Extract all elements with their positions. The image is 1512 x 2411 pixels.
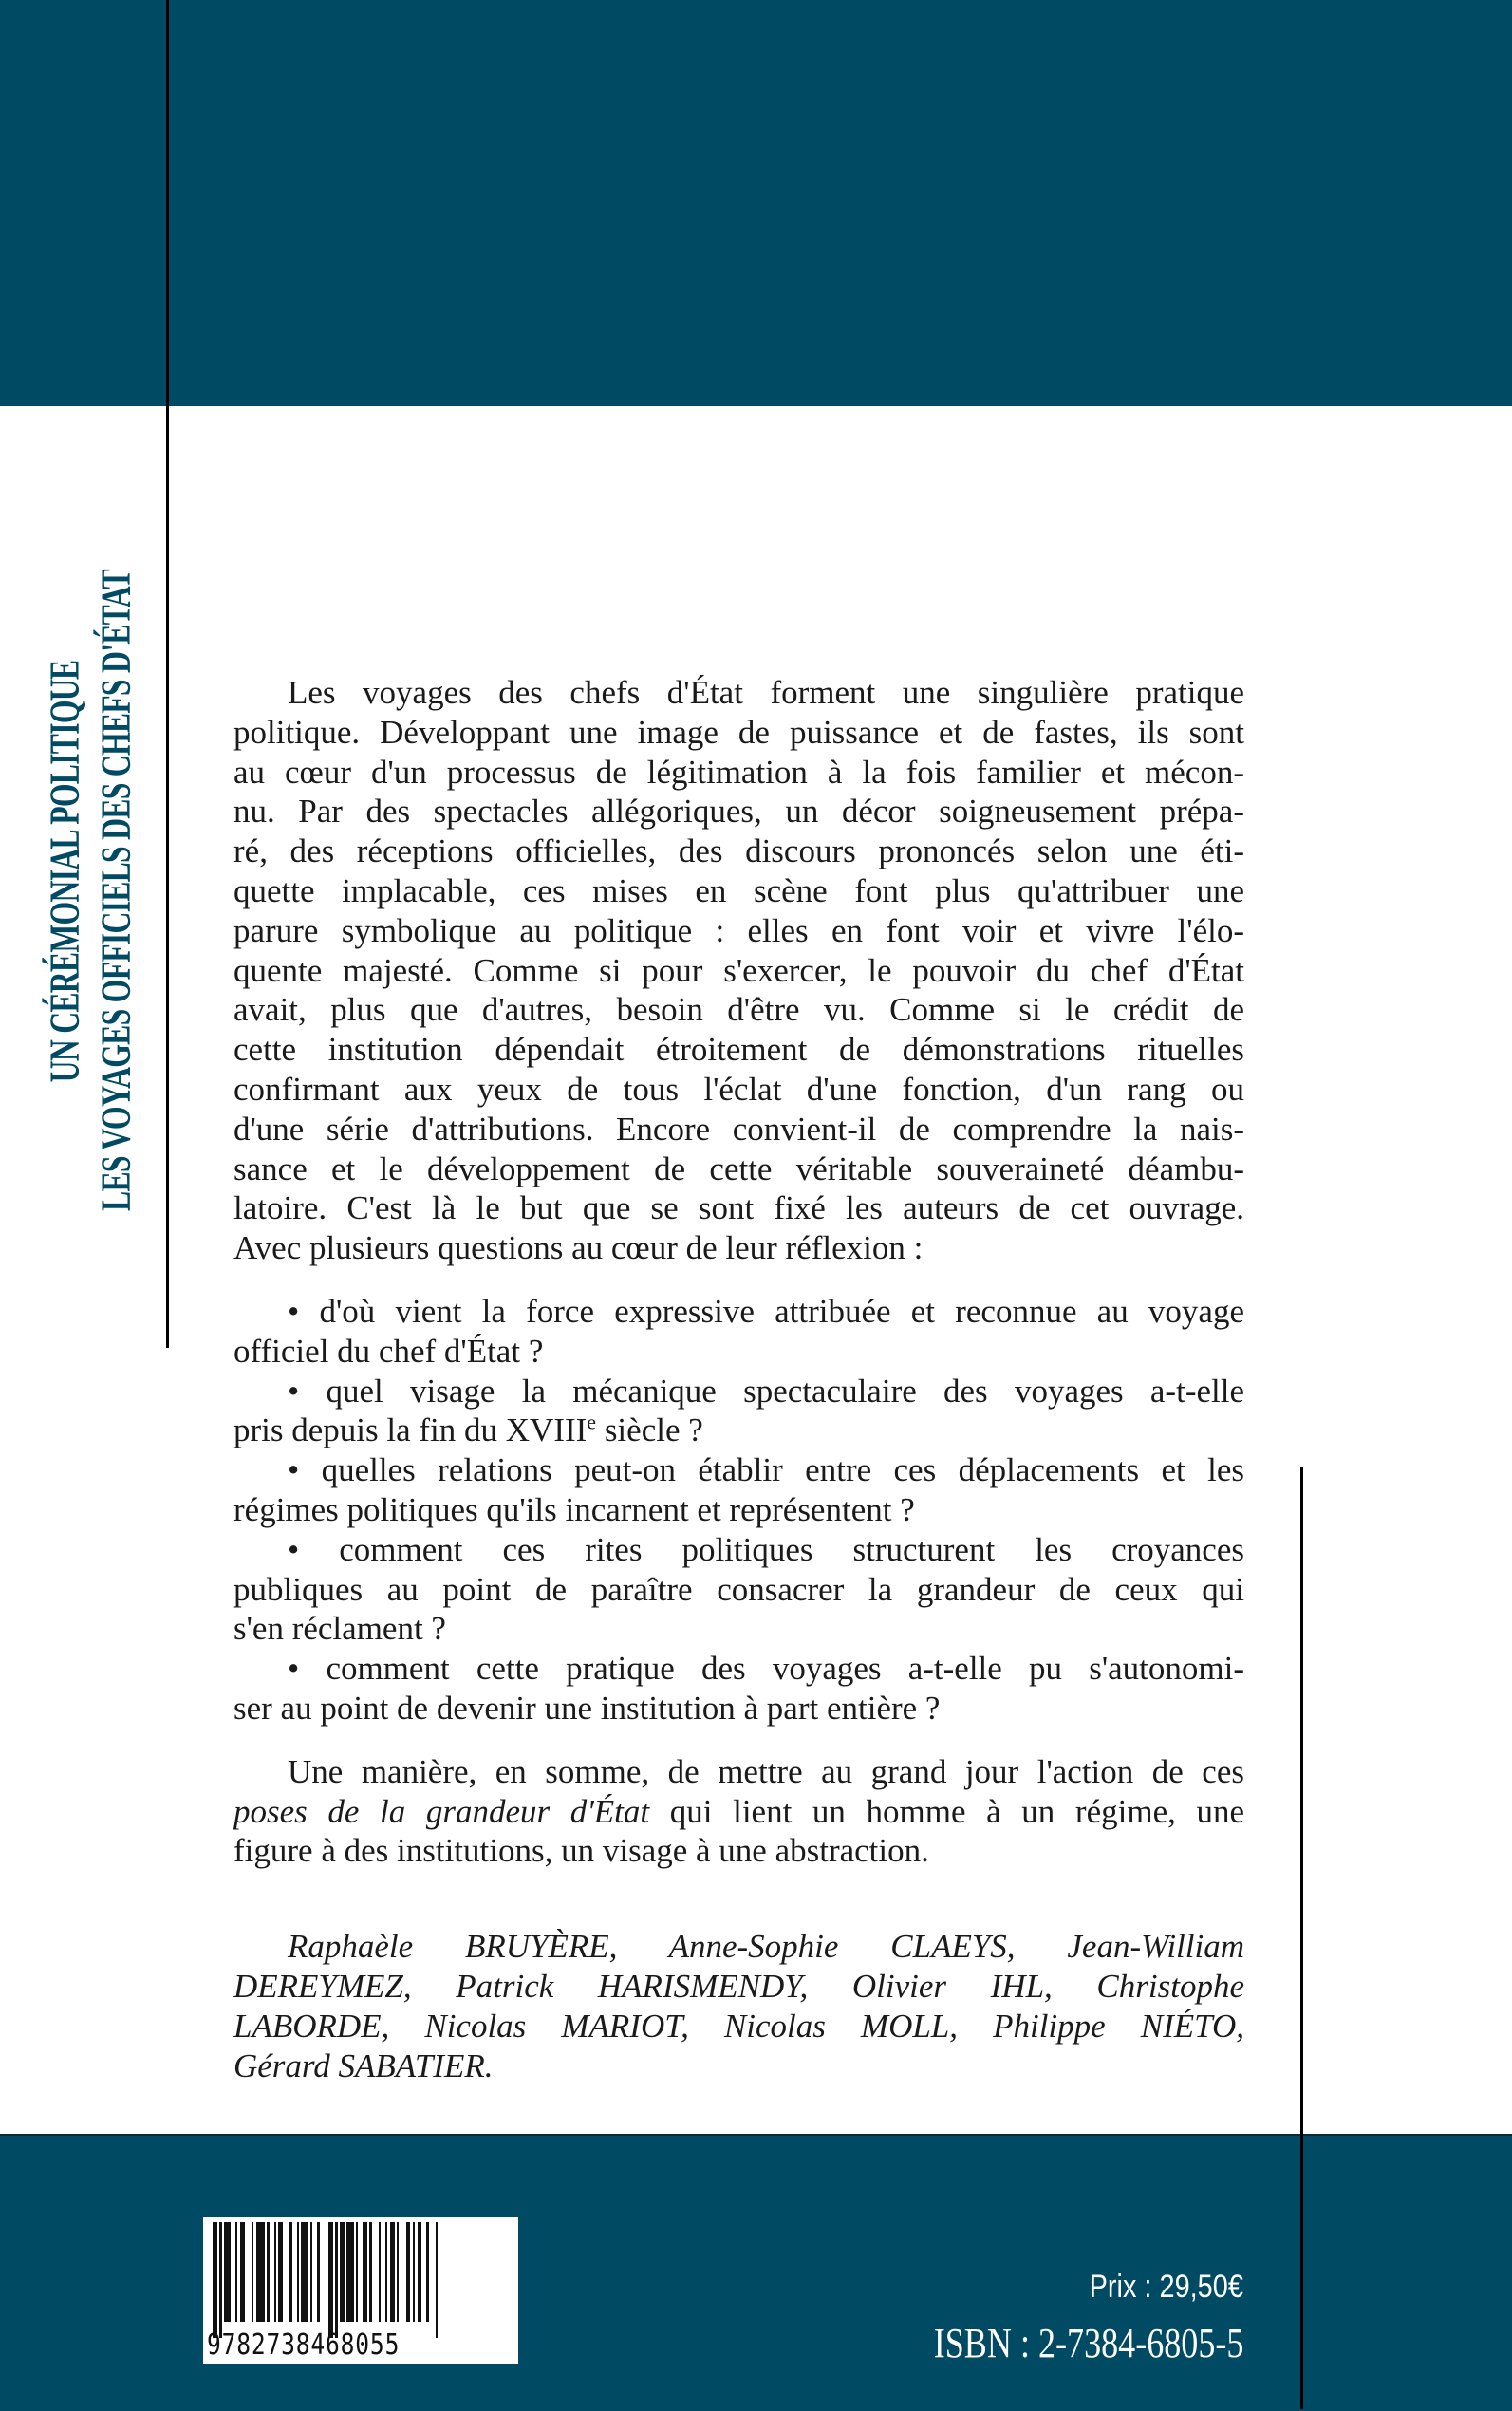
question-line: • d'où vient la force expressive attribuée et reconnue au voyage xyxy=(288,1292,1244,1330)
text-line: Avec plusieurs questions au cœur de leur réflexion : xyxy=(233,1229,924,1267)
right-trim-line-bottom xyxy=(1300,2134,1303,2409)
question-line: • comment ces rites politiques structurent les croyances xyxy=(288,1530,1244,1568)
barcode-bar xyxy=(240,2222,245,2322)
barcode-bar xyxy=(335,2222,337,2338)
top-color-band xyxy=(0,0,1512,406)
text-line: latoire. C'est là le but que se sont fixé les auteurs de cet ouvrage. xyxy=(233,1189,1244,1227)
text-line: d'une série d'attributions. Encore convient-il de comprendre la nais- xyxy=(233,1110,1244,1148)
spine xyxy=(0,406,167,1355)
question-line: • quel visage la mécanique spectaculaire des voyages a-t-elle xyxy=(288,1372,1244,1410)
text-line: confirmant aux yeux de tous l'éclat d'une fonction, d'un rang ou xyxy=(233,1070,1244,1108)
text-line: cette institution dépendait étroitement de démonstrations rituelles xyxy=(233,1031,1244,1069)
barcode-number: 9782738468055 xyxy=(207,2328,401,2362)
back-cover-blurb xyxy=(233,673,1244,2085)
barcode-bar xyxy=(390,2222,395,2322)
text-line: Une manière, en somme, de mettre au grand jour l'action de ces xyxy=(288,1752,1244,1790)
barcode-bar xyxy=(213,2222,217,2338)
text-span: qui lient un homme à un régime, une xyxy=(649,1792,1244,1830)
barcode-bar xyxy=(317,2222,319,2322)
barcode-bar xyxy=(397,2222,399,2322)
barcode-bar xyxy=(274,2222,276,2322)
barcode-bar xyxy=(436,2222,438,2338)
barcode-bar xyxy=(356,2222,358,2322)
italic-phrase: poses de la grandeur d'État xyxy=(233,1792,650,1830)
barcode-bar xyxy=(278,2222,283,2322)
question-text: siècle ? xyxy=(596,1411,703,1449)
spine-title-line-2: LES VOYAGES OFFICIELS DES CHEFS D'ÉTAT xyxy=(92,570,140,1211)
authors-line: LABORDE, Nicolas MARIOT, Nicolas MOLL, Philippe NIÉTO, xyxy=(233,2007,1244,2045)
authors-line: Gérard SABATIER. xyxy=(233,2047,494,2084)
text-line: parure symbolique au politique : elles en font voir et vivre l'élo- xyxy=(233,911,1244,949)
barcode-bar xyxy=(406,2222,411,2322)
barcode-bar xyxy=(297,2222,299,2322)
authors-list xyxy=(233,1927,1244,2085)
question-line: s'en réclament ? xyxy=(233,1610,446,1648)
barcode-bar xyxy=(413,2222,415,2322)
question-text: pris depuis la fin du XVIII xyxy=(233,1411,588,1449)
isbn-barcode xyxy=(203,2217,518,2364)
barcode-bar xyxy=(224,2222,231,2322)
question-line: officiel du chef d'État ? xyxy=(233,1332,544,1370)
intro-paragraph xyxy=(233,673,1244,1268)
text-line: au cœur d'un processus de légitimation à la fois familier et mécon- xyxy=(233,753,1244,791)
barcode-bar xyxy=(219,2222,221,2338)
question-list xyxy=(233,1292,1244,1729)
barcode-bar xyxy=(346,2222,353,2322)
barcode-bar xyxy=(418,2222,422,2322)
barcode-bar xyxy=(369,2222,371,2322)
text-line: sance et le développement de cette véritable souveraineté déambu- xyxy=(233,1149,1244,1187)
text-line: politique. Développant une image de puissance et de fastes, ils sont xyxy=(233,713,1244,751)
text-line: quette implacable, ces mises en scène font plus qu'attribuer une xyxy=(233,871,1244,909)
barcode-bar xyxy=(256,2222,266,2322)
text-line: ré, des réceptions officielles, des discours prononcés selon une éti- xyxy=(233,832,1244,870)
barcode-bar xyxy=(385,2222,387,2322)
question-line: • comment cette pratique des voyages a-t-elle pu s'autonomi- xyxy=(288,1650,1244,1688)
barcode-bar xyxy=(379,2222,381,2322)
barcode-bar xyxy=(310,2222,312,2322)
authors-line: DEREYMEZ, Patrick HARISMENDY, Olivier IHL, Christophe xyxy=(233,1967,1244,2005)
text-line xyxy=(233,1792,1244,1832)
superscript: e xyxy=(587,1411,597,1434)
closing-paragraph xyxy=(233,1752,1244,1871)
authors-line: Raphaèle BRUYÈRE, Anne-Sophie CLAEYS, Jean-William xyxy=(288,1928,1244,1966)
question-line: ser au point de devenir une institution à part entière ? xyxy=(233,1689,941,1727)
barcode-bar xyxy=(252,2222,253,2322)
text-line: avait, plus que d'autres, besoin d'être vu. Comme si le crédit de xyxy=(233,991,1244,1029)
question-line: régimes politiques qu'ils incarnent et représentent ? xyxy=(233,1490,915,1528)
text-line: quente majesté. Comme si pour s'exercer, le pouvoir du chef d'État xyxy=(233,951,1244,989)
barcode-bar xyxy=(289,2222,291,2322)
barcode-bar xyxy=(301,2222,308,2322)
barcode-bar xyxy=(267,2222,269,2322)
barcode-bar xyxy=(426,2222,428,2322)
text-line: nu. Par des spectacles allégoriques, un décor soigneusement prépa- xyxy=(233,793,1244,831)
barcode-bars xyxy=(213,2222,513,2334)
isbn-label: ISBN : 2-7384-6805-5 xyxy=(933,2320,1243,2366)
barcode-bar xyxy=(235,2222,237,2322)
barcode-bar xyxy=(340,2222,345,2322)
barcode-bar xyxy=(363,2222,367,2322)
question-line: publiques au point de paraître consacrer la grandeur de ceux qui xyxy=(233,1570,1244,1608)
text-line: figure à des institutions, un visage à une abstraction. xyxy=(233,1832,929,1870)
price-label: Prix : 29,50€ xyxy=(1089,2269,1243,2305)
text-line: Les voyages des chefs d'État forment une singulière pratique xyxy=(288,674,1244,711)
question-line: • quelles relations peut-on établir entre ces déplacements et les xyxy=(288,1451,1244,1489)
spine-title-line-1: UN CÉRÉMONIAL POLITIQUE xyxy=(41,660,88,1083)
question-line xyxy=(233,1411,1244,1450)
barcode-bar xyxy=(328,2222,333,2338)
